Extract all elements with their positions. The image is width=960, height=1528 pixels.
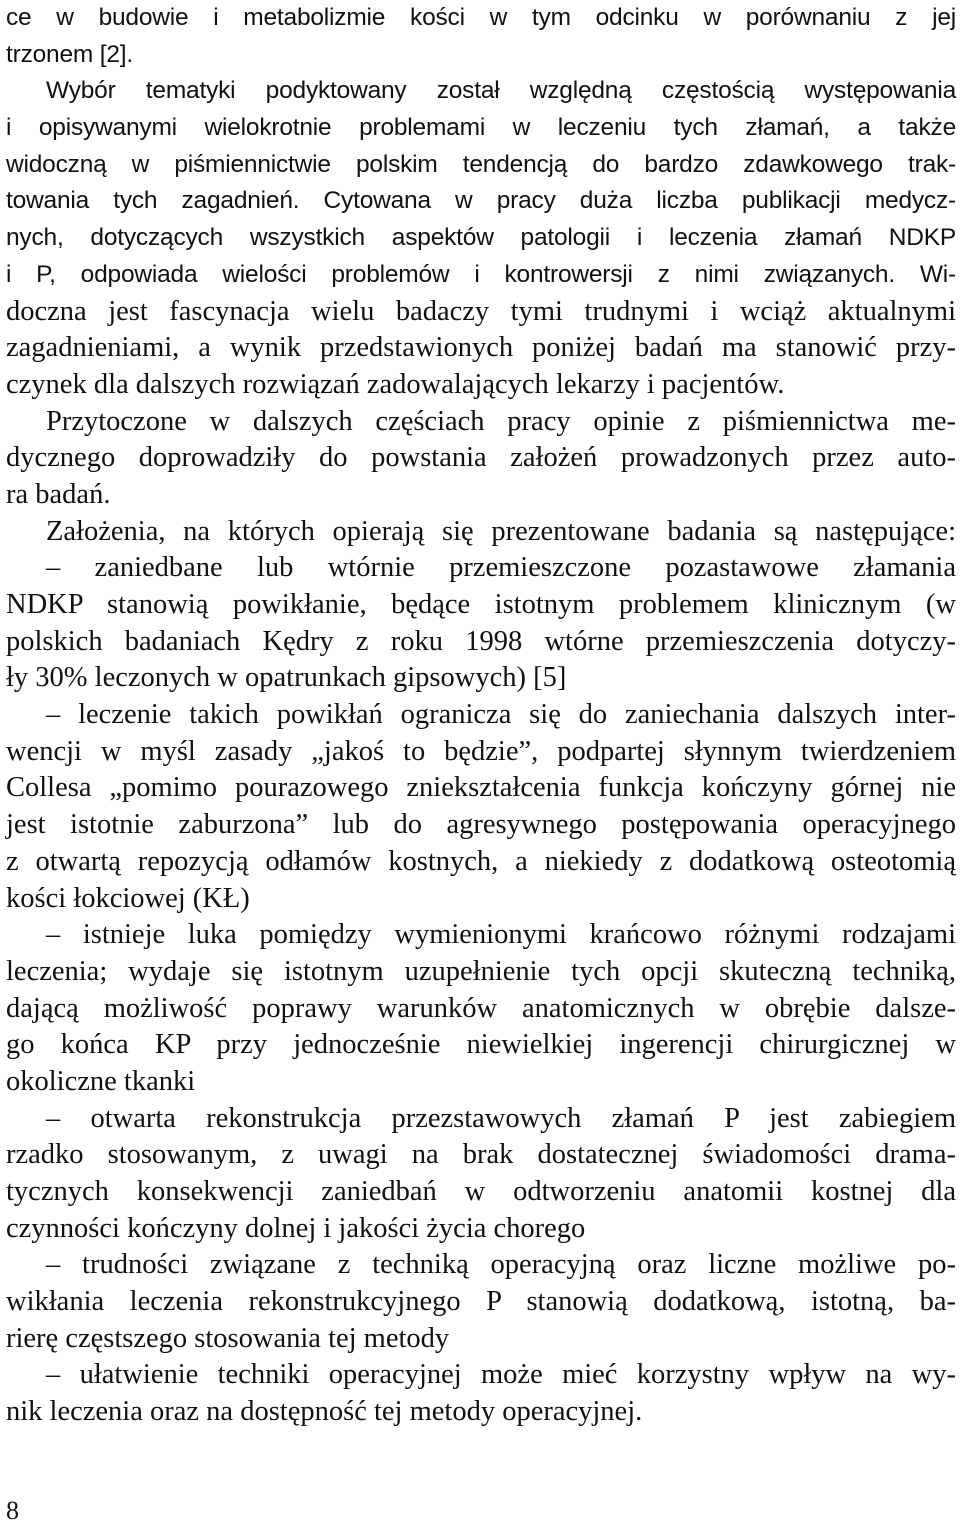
text-line: Wybór tematyki podyktowany został względną częstością występowania: [46, 77, 956, 105]
text-line: ce w budowie i metabolizmie kości w tym odcinku w porównaniu z jej: [6, 4, 956, 31]
text-line: go końca KP przy jednocześnie niewielkiej ingerencji chirurgicznej w: [6, 1029, 956, 1061]
text-line: – zaniedbane lub wtórnie przemieszczone pozastawowe złamania: [46, 552, 956, 584]
text-line: okoliczne tkanki: [6, 1065, 196, 1097]
text-line: wikłania leczenia rekonstrukcyjnego P stanowią dodatkową, istotną, ba-: [6, 1286, 956, 1318]
text-line: leczenia; wydaje się istotnym uzupełnienie tych opcji skuteczną techniką,: [6, 955, 956, 987]
text-line: trzonem [2].: [6, 40, 133, 68]
text-line: nych, dotyczących wszystkich aspektów patologii i leczenia złamań NDKP: [6, 224, 956, 252]
text-line: kości łokciowej (KŁ): [6, 882, 250, 914]
text-line: tycznych konsekwencji zaniedbań w odtworzeniu anatomii kostnej dla: [6, 1176, 956, 1207]
text-line: ły 30% leczonych w opatrunkach gipsowych) [5]: [6, 662, 567, 694]
text-line: i P, odpowiada wielości problemów i kontrowersji z nimi związanych. Wi-: [6, 260, 956, 288]
text-line: widoczną w piśmiennictwie polskim tendencją do bardzo zdawkowego trak-: [6, 150, 956, 178]
text-line: z otwartą repozycją odłamów kostnych, a niekiedy z dodatkową osteotomią: [6, 845, 956, 877]
text-line: nik leczenia oraz na dostępność tej metody operacyjnej.: [6, 1396, 643, 1428]
text-line: NDKP stanowią powikłanie, będące istotnym problemem klinicznym (w: [6, 589, 956, 620]
text-line: czynności kończyny dolnej i jakości życia chorego: [6, 1212, 586, 1244]
text-line: czynek dla dalszych rozwiązań zadowalających lekarzy i pacjentów.: [6, 368, 785, 400]
text-line: polskich badaniach Kędry z roku 1998 wtórne przemieszczenia dotyczy-: [6, 625, 956, 657]
text-line: – trudności związane z techniką operacyjną oraz liczne możliwe po-: [46, 1249, 956, 1281]
text-line: dającą możliwość poprawy warunków anatomicznych w obrębie dalsze-: [6, 992, 956, 1024]
text-line: doczna jest fascynacja wielu badaczy tymi trudnymi i wciąż aktualnymi: [6, 295, 956, 327]
page-number: 8: [6, 1496, 19, 1525]
body-text: [6, 0, 956, 1431]
text-line: Przytoczone w dalszych częściach pracy opinie z piśmiennictwa me-: [46, 405, 956, 437]
text-line: – ułatwienie techniki operacyjnej może mieć korzystny wpływ na wy-: [46, 1359, 956, 1391]
text-line: jest istotnie zaburzona” lub do agresywnego postępowania operacyjnego: [6, 809, 956, 841]
text-line: – istnieje luka pomiędzy wymienionymi krańcowo różnymi rodzajami: [46, 919, 956, 951]
text-line: i opisywanymi wielokrotnie problemami w leczeniu tych złamań, a także: [6, 114, 956, 142]
text-line: ra badań.: [6, 478, 111, 510]
text-line: towania tych zagadnień. Cytowana w pracy duża liczba publikacji medycz-: [6, 187, 956, 215]
text-line: zagadnieniami, a wynik przedstawionych poniżej badań ma stanowić przy-: [6, 332, 956, 364]
text-line: Założenia, na których opierają się prezentowane badania są następujące:: [46, 515, 956, 547]
text-line: – leczenie takich powikłań ogranicza się do zaniechania dalszych inter-: [46, 699, 956, 731]
text-line: dycznego doprowadziły do powstania założeń prowadzonych przez auto-: [6, 442, 956, 474]
text-line: – otwarta rekonstrukcja przezstawowych złamań P jest zabiegiem: [46, 1102, 956, 1134]
text-line: Collesa „pomimo pourazowego zniekształcenia funkcja kończyny górnej nie: [6, 772, 956, 804]
text-line: wencji w myśl zasady „jakoś to będzie”, podpartej słynnym twierdzeniem: [6, 735, 956, 767]
text-line: rzadko stosowanym, z uwagi na brak dostatecznej świadomości drama-: [6, 1139, 956, 1171]
text-line: rierę częstszego stosowania tej metody: [6, 1322, 450, 1354]
